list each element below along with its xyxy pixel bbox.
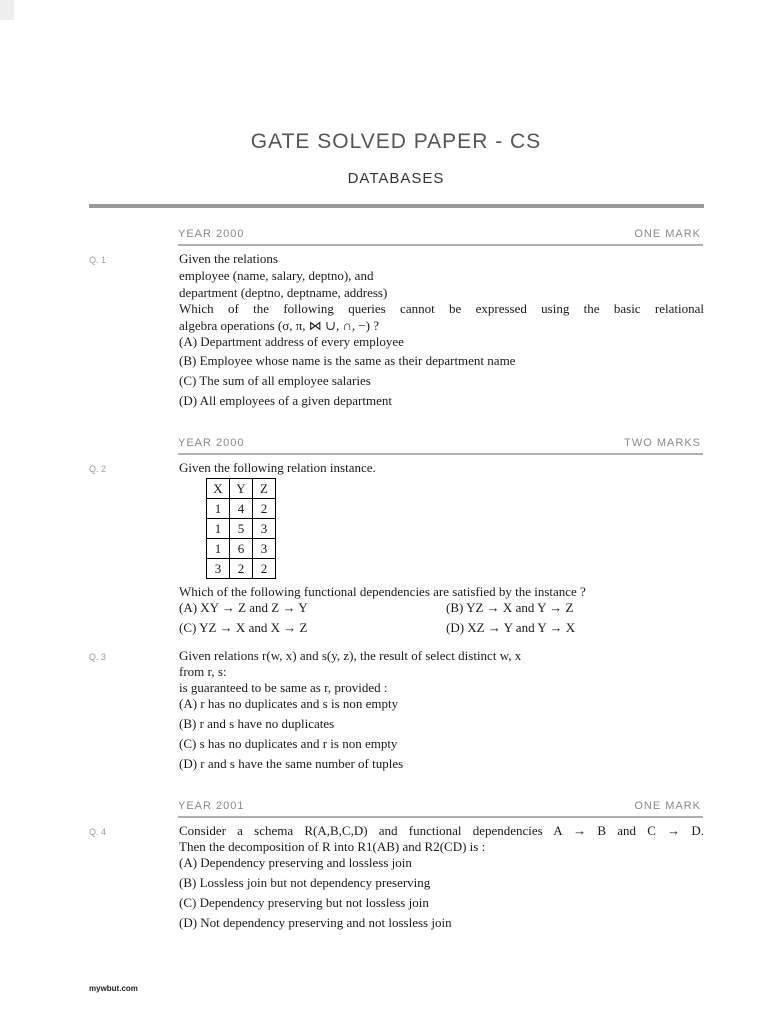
question-text: is guaranteed to be same as r, provided : — [179, 680, 388, 695]
option-b: (B) r and s have no duplicates — [179, 716, 335, 731]
table-cell: 1 — [207, 519, 230, 539]
option-b: (B) Lossless join but not dependency preserving — [179, 875, 431, 890]
option-a: (A) Department address of every employee — [179, 334, 404, 349]
option-c: (C) s has no duplicates and r is non empty — [179, 736, 398, 751]
header-divider — [89, 204, 704, 208]
section-header — [178, 437, 703, 455]
table-row — [207, 499, 276, 519]
section-marks: TWO MARKS — [624, 437, 701, 449]
question-text: Which of the following queries cannot be expressed using the basic relational — [179, 301, 704, 316]
question-text: Which of the following functional dependencies are satisfied by the instance ? — [179, 584, 586, 599]
option-d: (D) Not dependency preserving and not lossless join — [179, 915, 452, 930]
question-number: Q. 3 — [89, 652, 107, 662]
option-b: (B) Employee whose name is the same as their department name — [179, 353, 516, 368]
question-text: Then the decomposition of R into R1(AB) and R2(CD) is : — [179, 839, 486, 854]
section-year: YEAR 2000 — [178, 228, 245, 240]
question-text: Given the relations — [179, 251, 278, 266]
table-cell: 3 — [253, 519, 276, 539]
table-cell: 2 — [253, 499, 276, 519]
table-cell: 4 — [230, 499, 253, 519]
option-a: (A) Dependency preserving and lossless join — [179, 855, 412, 870]
table-cell: 2 — [230, 559, 253, 579]
table-cell: 3 — [253, 539, 276, 559]
section-marks: ONE MARK — [634, 800, 701, 812]
section-header — [178, 800, 703, 818]
table-cell: 6 — [230, 539, 253, 559]
question-text: algebra operations (σ, π, ⋈ ∪, ∩, −) ? — [179, 318, 380, 333]
question-text: employee (name, salary, deptno), and — [179, 268, 374, 283]
section-year: YEAR 2001 — [178, 800, 245, 812]
table-cell: 2 — [253, 559, 276, 579]
option-a: (A) XY → Z and Z → Y — [179, 600, 308, 615]
section-header — [178, 228, 703, 246]
table-cell: 3 — [207, 559, 230, 579]
page-subtitle: DATABASES — [347, 170, 445, 187]
option-c: (C) Dependency preserving but not lossless join — [179, 895, 429, 910]
table-header-cell: X — [207, 479, 230, 499]
table-header-row — [207, 479, 276, 499]
question-text: from r, s: — [179, 664, 227, 679]
question-text: Consider a schema R(A,B,C,D) and functional dependencies A → B and C → D. — [179, 823, 704, 838]
table-row — [207, 559, 276, 579]
option-d: (D) r and s have the same number of tuples — [179, 756, 404, 771]
option-c: (C) YZ → X and X → Z — [179, 620, 308, 635]
question-text: Given the following relation instance. — [179, 460, 376, 475]
section-marks: ONE MARK — [634, 228, 701, 240]
footer-site: mywbut.com — [89, 984, 138, 993]
option-a: (A) r has no duplicates and s is non empty — [179, 696, 399, 711]
table-row — [207, 519, 276, 539]
question-text: department (deptno, deptname, address) — [179, 285, 388, 300]
table-row — [207, 539, 276, 559]
question-number: Q. 2 — [89, 464, 107, 474]
question-number: Q. 4 — [89, 827, 107, 837]
option-d: (D) XZ → Y and Y → X — [446, 620, 576, 635]
table-header-cell: Z — [253, 479, 276, 499]
option-b: (B) YZ → X and Y → Z — [446, 600, 574, 615]
page-corner — [0, 0, 14, 20]
page-title: GATE SOLVED PAPER - CS — [250, 130, 542, 153]
question-text: Given relations r(w, x) and s(y, z), the result of select distinct w, x — [179, 648, 522, 663]
option-c: (C) The sum of all employee salaries — [179, 373, 371, 388]
question-number: Q. 1 — [89, 255, 107, 265]
table-cell: 1 — [207, 499, 230, 519]
table-cell: 1 — [207, 539, 230, 559]
option-d: (D) All employees of a given department — [179, 393, 392, 408]
table-header-cell: Y — [230, 479, 253, 499]
section-year: YEAR 2000 — [178, 437, 245, 449]
table-cell: 5 — [230, 519, 253, 539]
relation-table — [206, 478, 276, 579]
